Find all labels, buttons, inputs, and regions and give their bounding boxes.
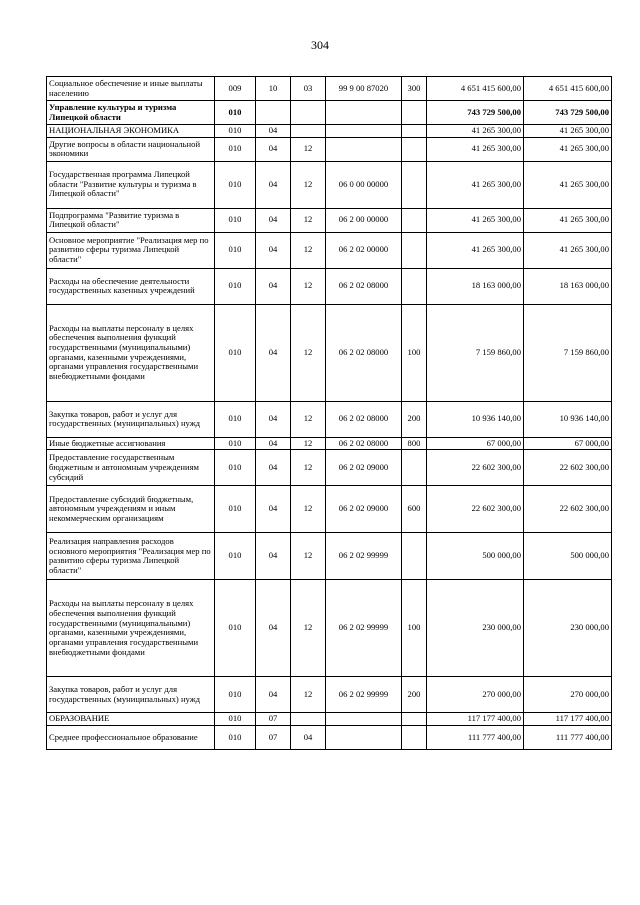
target-code: 06 2 02 99999 xyxy=(326,677,402,713)
amount-plan: 500 000,00 xyxy=(427,533,524,580)
subsection-code: 12 xyxy=(291,161,326,208)
amount-plan: 7 159 860,00 xyxy=(427,304,524,401)
budget-table-body xyxy=(47,77,612,750)
subsection-code: 12 xyxy=(291,533,326,580)
ministry-code: 010 xyxy=(215,450,256,486)
amount-plan: 67 000,00 xyxy=(427,437,524,450)
target-code xyxy=(326,725,402,749)
amount-plan: 4 651 415 600,00 xyxy=(427,77,524,101)
target-code: 06 2 02 99999 xyxy=(326,533,402,580)
expense-type-code xyxy=(402,533,427,580)
expense-type-code: 300 xyxy=(402,77,427,101)
section-code: 07 xyxy=(256,725,291,749)
amount-total: 117 177 400,00 xyxy=(524,713,612,726)
amount-total: 22 602 300,00 xyxy=(524,486,612,533)
section-code: 04 xyxy=(256,401,291,437)
row-name: Закупка товаров, работ и услуг для государственных (муниципальных) нужд xyxy=(47,401,215,437)
table-row xyxy=(47,533,612,580)
table-row xyxy=(47,161,612,208)
expense-type-code xyxy=(402,450,427,486)
ministry-code: 010 xyxy=(215,725,256,749)
amount-total: 230 000,00 xyxy=(524,580,612,677)
ministry-code: 010 xyxy=(215,101,256,125)
row-name: ОБРАЗОВАНИЕ xyxy=(47,713,215,726)
row-name: Подпрограмма "Развитие туризма в Липецкой области" xyxy=(47,208,215,232)
target-code: 06 2 02 08000 xyxy=(326,437,402,450)
ministry-code: 010 xyxy=(215,137,256,161)
table-row xyxy=(47,101,612,125)
table-row xyxy=(47,437,612,450)
expense-type-code: 200 xyxy=(402,401,427,437)
section-code: 04 xyxy=(256,304,291,401)
target-code xyxy=(326,713,402,726)
subsection-code: 12 xyxy=(291,268,326,304)
table-row xyxy=(47,450,612,486)
expense-type-code xyxy=(402,101,427,125)
table-row xyxy=(47,725,612,749)
section-code: 04 xyxy=(256,161,291,208)
subsection-code: 12 xyxy=(291,580,326,677)
amount-total: 41 265 300,00 xyxy=(524,161,612,208)
section-code: 04 xyxy=(256,486,291,533)
amount-plan: 270 000,00 xyxy=(427,677,524,713)
ministry-code: 010 xyxy=(215,125,256,138)
expense-type-code: 100 xyxy=(402,580,427,677)
table-row xyxy=(47,232,612,268)
subsection-code: 03 xyxy=(291,77,326,101)
amount-plan: 41 265 300,00 xyxy=(427,137,524,161)
amount-total: 67 000,00 xyxy=(524,437,612,450)
subsection-code: 12 xyxy=(291,450,326,486)
section-code: 07 xyxy=(256,713,291,726)
ministry-code: 010 xyxy=(215,304,256,401)
subsection-code: 12 xyxy=(291,137,326,161)
section-code xyxy=(256,101,291,125)
amount-total: 18 163 000,00 xyxy=(524,268,612,304)
section-code: 04 xyxy=(256,450,291,486)
row-name: Закупка товаров, работ и услуг для государственных (муниципальных) нужд xyxy=(47,677,215,713)
target-code: 06 2 02 00000 xyxy=(326,232,402,268)
table-row xyxy=(47,125,612,138)
target-code xyxy=(326,125,402,138)
amount-plan: 743 729 500,00 xyxy=(427,101,524,125)
target-code: 06 2 02 08000 xyxy=(326,268,402,304)
subsection-code: 04 xyxy=(291,725,326,749)
row-name: Предоставление субсидий бюджетным, автономным учреждениям и иным некоммерческим организациям xyxy=(47,486,215,533)
target-code xyxy=(326,137,402,161)
subsection-code xyxy=(291,101,326,125)
target-code: 06 2 00 00000 xyxy=(326,208,402,232)
row-name: Другие вопросы в области национальной экономики xyxy=(47,137,215,161)
amount-plan: 117 177 400,00 xyxy=(427,713,524,726)
section-code: 04 xyxy=(256,125,291,138)
amount-plan: 41 265 300,00 xyxy=(427,208,524,232)
expense-type-code xyxy=(402,725,427,749)
amount-total: 500 000,00 xyxy=(524,533,612,580)
amount-plan: 41 265 300,00 xyxy=(427,125,524,138)
row-name: Государственная программа Липецкой области "Развитие культуры и туризма в Липецкой области" xyxy=(47,161,215,208)
ministry-code: 010 xyxy=(215,401,256,437)
budget-table xyxy=(46,76,612,750)
target-code: 99 9 00 87020 xyxy=(326,77,402,101)
amount-plan: 22 602 300,00 xyxy=(427,486,524,533)
target-code: 06 0 00 00000 xyxy=(326,161,402,208)
row-name: Иные бюджетные ассигнования xyxy=(47,437,215,450)
subsection-code: 12 xyxy=(291,437,326,450)
target-code: 06 2 02 08000 xyxy=(326,304,402,401)
row-name: НАЦИОНАЛЬНАЯ ЭКОНОМИКА xyxy=(47,125,215,138)
ministry-code: 010 xyxy=(215,208,256,232)
amount-total: 111 777 400,00 xyxy=(524,725,612,749)
amount-plan: 41 265 300,00 xyxy=(427,161,524,208)
target-code: 06 2 02 09000 xyxy=(326,486,402,533)
row-name: Расходы на выплаты персоналу в целях обеспечения выполнения функций государственными (муниципальными) органами, казенными учреждениями, органами управления государственными внебюджетными фондами xyxy=(47,580,215,677)
section-code: 04 xyxy=(256,580,291,677)
amount-total: 22 602 300,00 xyxy=(524,450,612,486)
row-name: Расходы на обеспечение деятельности государственных казенных учреждений xyxy=(47,268,215,304)
ministry-code: 010 xyxy=(215,161,256,208)
expense-type-code xyxy=(402,268,427,304)
row-name: Предоставление государственным бюджетным и автономным учреждениям субсидий xyxy=(47,450,215,486)
row-name: Управление культуры и туризма Липецкой области xyxy=(47,101,215,125)
target-code xyxy=(326,101,402,125)
amount-plan: 10 936 140,00 xyxy=(427,401,524,437)
amount-total: 743 729 500,00 xyxy=(524,101,612,125)
expense-type-code xyxy=(402,137,427,161)
page-number: 304 xyxy=(311,38,329,52)
amount-plan: 18 163 000,00 xyxy=(427,268,524,304)
section-code: 10 xyxy=(256,77,291,101)
section-code: 04 xyxy=(256,677,291,713)
row-name: Реализация направления расходов основного мероприятия "Реализация мер по развитию сферы туризма Липецкой области" xyxy=(47,533,215,580)
section-code: 04 xyxy=(256,232,291,268)
amount-total: 41 265 300,00 xyxy=(524,232,612,268)
section-code: 04 xyxy=(256,268,291,304)
section-code: 04 xyxy=(256,533,291,580)
amount-total: 41 265 300,00 xyxy=(524,137,612,161)
ministry-code: 010 xyxy=(215,486,256,533)
expense-type-code xyxy=(402,125,427,138)
amount-plan: 230 000,00 xyxy=(427,580,524,677)
amount-plan: 41 265 300,00 xyxy=(427,232,524,268)
amount-total: 41 265 300,00 xyxy=(524,208,612,232)
expense-type-code: 100 xyxy=(402,304,427,401)
section-code: 04 xyxy=(256,437,291,450)
target-code: 06 2 02 09000 xyxy=(326,450,402,486)
table-row xyxy=(47,304,612,401)
ministry-code: 009 xyxy=(215,77,256,101)
row-name: Расходы на выплаты персоналу в целях обеспечения выполнения функций государственными (муниципальными) органами, казенными учреждениями, органами управления государственными внебюджетными фондами xyxy=(47,304,215,401)
row-name: Основное мероприятие "Реализация мер по развитию сферы туризма Липецкой области" xyxy=(47,232,215,268)
subsection-code: 12 xyxy=(291,232,326,268)
table-row xyxy=(47,677,612,713)
subsection-code xyxy=(291,713,326,726)
table-row xyxy=(47,401,612,437)
amount-total: 41 265 300,00 xyxy=(524,125,612,138)
table-row xyxy=(47,137,612,161)
row-name: Социальное обеспечение и иные выплаты населению xyxy=(47,77,215,101)
subsection-code: 12 xyxy=(291,677,326,713)
subsection-code: 12 xyxy=(291,208,326,232)
row-name: Среднее профессиональное образование xyxy=(47,725,215,749)
subsection-code xyxy=(291,125,326,138)
expense-type-code xyxy=(402,208,427,232)
ministry-code: 010 xyxy=(215,437,256,450)
expense-type-code: 800 xyxy=(402,437,427,450)
amount-plan: 111 777 400,00 xyxy=(427,725,524,749)
ministry-code: 010 xyxy=(215,232,256,268)
amount-total: 4 651 415 600,00 xyxy=(524,77,612,101)
expense-type-code xyxy=(402,161,427,208)
table-row xyxy=(47,580,612,677)
expense-type-code xyxy=(402,232,427,268)
expense-type-code: 200 xyxy=(402,677,427,713)
section-code: 04 xyxy=(256,137,291,161)
table-row xyxy=(47,208,612,232)
amount-total: 7 159 860,00 xyxy=(524,304,612,401)
expense-type-code xyxy=(402,713,427,726)
subsection-code: 12 xyxy=(291,486,326,533)
ministry-code: 010 xyxy=(215,533,256,580)
table-row xyxy=(47,486,612,533)
ministry-code: 010 xyxy=(215,713,256,726)
ministry-code: 010 xyxy=(215,580,256,677)
amount-total: 270 000,00 xyxy=(524,677,612,713)
table-row xyxy=(47,77,612,101)
amount-total: 10 936 140,00 xyxy=(524,401,612,437)
ministry-code: 010 xyxy=(215,268,256,304)
subsection-code: 12 xyxy=(291,304,326,401)
amount-plan: 22 602 300,00 xyxy=(427,450,524,486)
table-row xyxy=(47,268,612,304)
section-code: 04 xyxy=(256,208,291,232)
table-row xyxy=(47,713,612,726)
ministry-code: 010 xyxy=(215,677,256,713)
target-code: 06 2 02 99999 xyxy=(326,580,402,677)
subsection-code: 12 xyxy=(291,401,326,437)
expense-type-code: 600 xyxy=(402,486,427,533)
target-code: 06 2 02 08000 xyxy=(326,401,402,437)
